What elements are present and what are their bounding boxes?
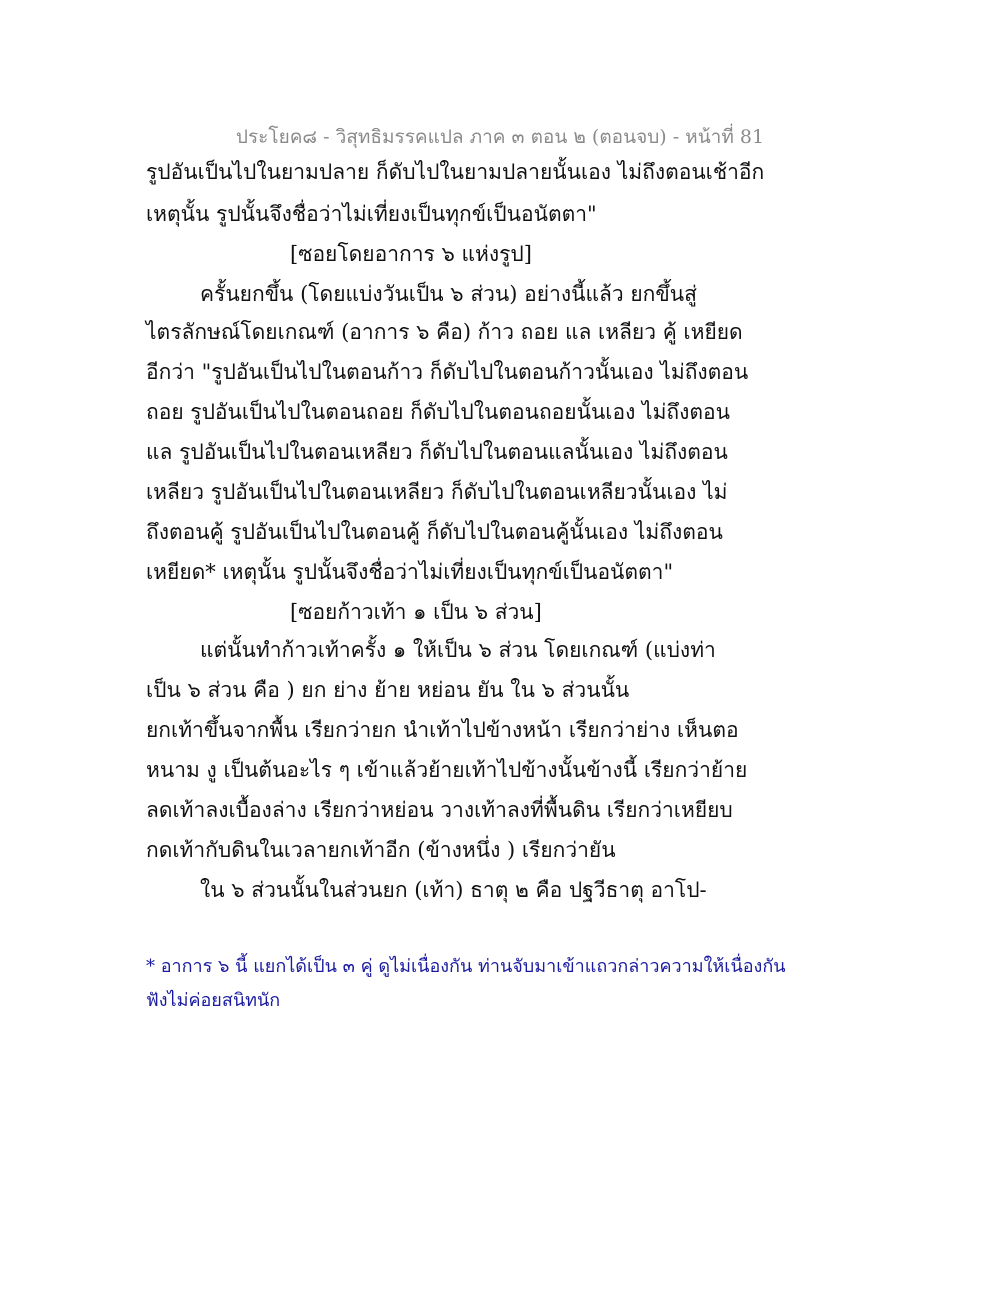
body-line: แล รูปอันเป็นไปในตอนเหลียว ก็ดับไปในตอนแลนั้นเอง ไม่ถึงตอน: [146, 440, 728, 464]
body-line: ยกเท้าขึ้นจากพื้น เรียกว่ายก นำเท้าไปข้างหน้า เรียกว่าย่าง เห็นตอ: [146, 718, 739, 742]
body-line: อีกว่า "รูปอันเป็นไปในตอนก้าว ก็ดับไปในตอนก้าวนั้นเอง ไม่ถึงตอน: [146, 360, 749, 384]
body-line: เหยียด* เหตุนั้น รูปนั้นจึงชื่อว่าไม่เที่ยงเป็นทุกข์เป็นอนัตตา": [146, 560, 674, 584]
body-line: ถึงตอนคู้ รูปอันเป็นไปในตอนคู้ ก็ดับไปในตอนคู้นั้นเอง ไม่ถึงตอน: [146, 520, 723, 544]
body-line: กดเท้ากับดินในเวลายกเท้าอีก (ข้างหนึ่ง ) เรียกว่ายัน: [146, 838, 616, 862]
body-line: เหตุนั้น รูปนั้นจึงชื่อว่าไม่เที่ยงเป็นทุกข์เป็นอนัตตา": [146, 202, 597, 226]
body-line: เหลียว รูปอันเป็นไปในตอนเหลียว ก็ดับไปในตอนเหลียวนั้นเอง ไม่: [146, 480, 728, 504]
body-line: ไตรลักษณ์โดยเกณฑ์ (อาการ ๖ คือ) ก้าว ถอย แล เหลียว คู้ เหยียด: [146, 320, 743, 344]
section-heading: [ซอยโดยอาการ ๖ แห่งรูป]: [290, 242, 532, 266]
footnote-line: * อาการ ๖ นี้ แยกได้เป็น ๓ คู่ ดูไม่เนื่องกัน ท่านจับมาเข้าแถวกล่าวความให้เนื่องกัน: [146, 956, 786, 977]
body-line: ถอย รูปอันเป็นไปในตอนถอย ก็ดับไปในตอนถอยนั้นเอง ไม่ถึงตอน: [146, 400, 730, 424]
section-heading: [ซอยก้าวเท้า ๑ เป็น ๖ ส่วน]: [290, 600, 542, 624]
body-line: รูปอันเป็นไปในยามปลาย ก็ดับไปในยามปลายนั้นเอง ไม่ถึงตอนเช้าอีก: [146, 160, 765, 184]
body-line: ลดเท้าลงเบื้องล่าง เรียกว่าหย่อน วางเท้าลงที่พื้นดิน เรียกว่าเหยียบ: [146, 798, 733, 822]
body-line: แต่นั้นทำก้าวเท้าครั้ง ๑ ให้เป็น ๖ ส่วน โดยเกณฑ์ (แบ่งท่า: [200, 638, 716, 662]
body-line: ครั้นยกขึ้น (โดยแบ่งวันเป็น ๖ ส่วน) อย่างนี้แล้ว ยกขึ้นสู่: [200, 282, 697, 306]
body-line: หนาม งู เป็นต้นอะไร ๆ เข้าแล้วย้ายเท้าไปข้างนั้นข้างนี้ เรียกว่าย้าย: [146, 758, 748, 782]
running-header: ประโยค๘ - วิสุทธิมรรคแปล ภาค ๓ ตอน ๒ (ตอนจบ) - หน้าที่ 81: [235, 126, 765, 148]
body-line: เป็น ๖ ส่วน คือ ) ยก ย่าง ย้าย หย่อน ยัน ใน ๖ ส่วนนั้น: [146, 678, 630, 702]
footnote-line: ฟังไม่ค่อยสนิทนัก: [146, 990, 281, 1011]
body-line: ใน ๖ ส่วนนั้นในส่วนยก (เท้า) ธาตุ ๒ คือ ปฐวีธาตุ อาโป-: [200, 878, 707, 902]
